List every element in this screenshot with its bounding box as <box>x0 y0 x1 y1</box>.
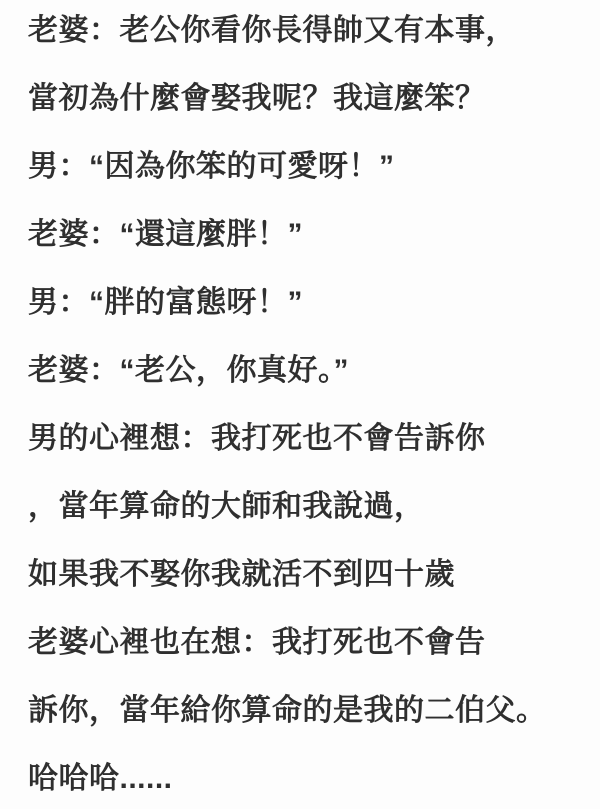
text-line: ，當年算命的大師和我說過， <box>28 490 425 523</box>
text-line: 男：“因為你笨的可愛呀！” <box>28 150 395 183</box>
text-line: 男：“胖的富態呀！” <box>28 286 303 319</box>
text-line: 訴你，當年給你算命的是我的二伯父。 <box>28 694 547 727</box>
text-line: 當初為什麼會娶我呢？我這麼笨？ <box>28 82 486 115</box>
text-line: 老婆：老公你看你長得帥又有本事， <box>28 14 516 47</box>
text-line: 哈哈哈...... <box>28 762 173 795</box>
text-line: 如果我不娶你我就活不到四十歲 <box>28 558 455 591</box>
text-line: 老婆：“還這麼胖！” <box>28 218 303 251</box>
text-line: 老婆心裡也在想：我打死也不會告 <box>28 626 486 659</box>
text-line: 男的心裡想：我打死也不會告訴你 <box>28 422 486 455</box>
text-line: 老婆：“老公，你真好。” <box>28 354 349 387</box>
